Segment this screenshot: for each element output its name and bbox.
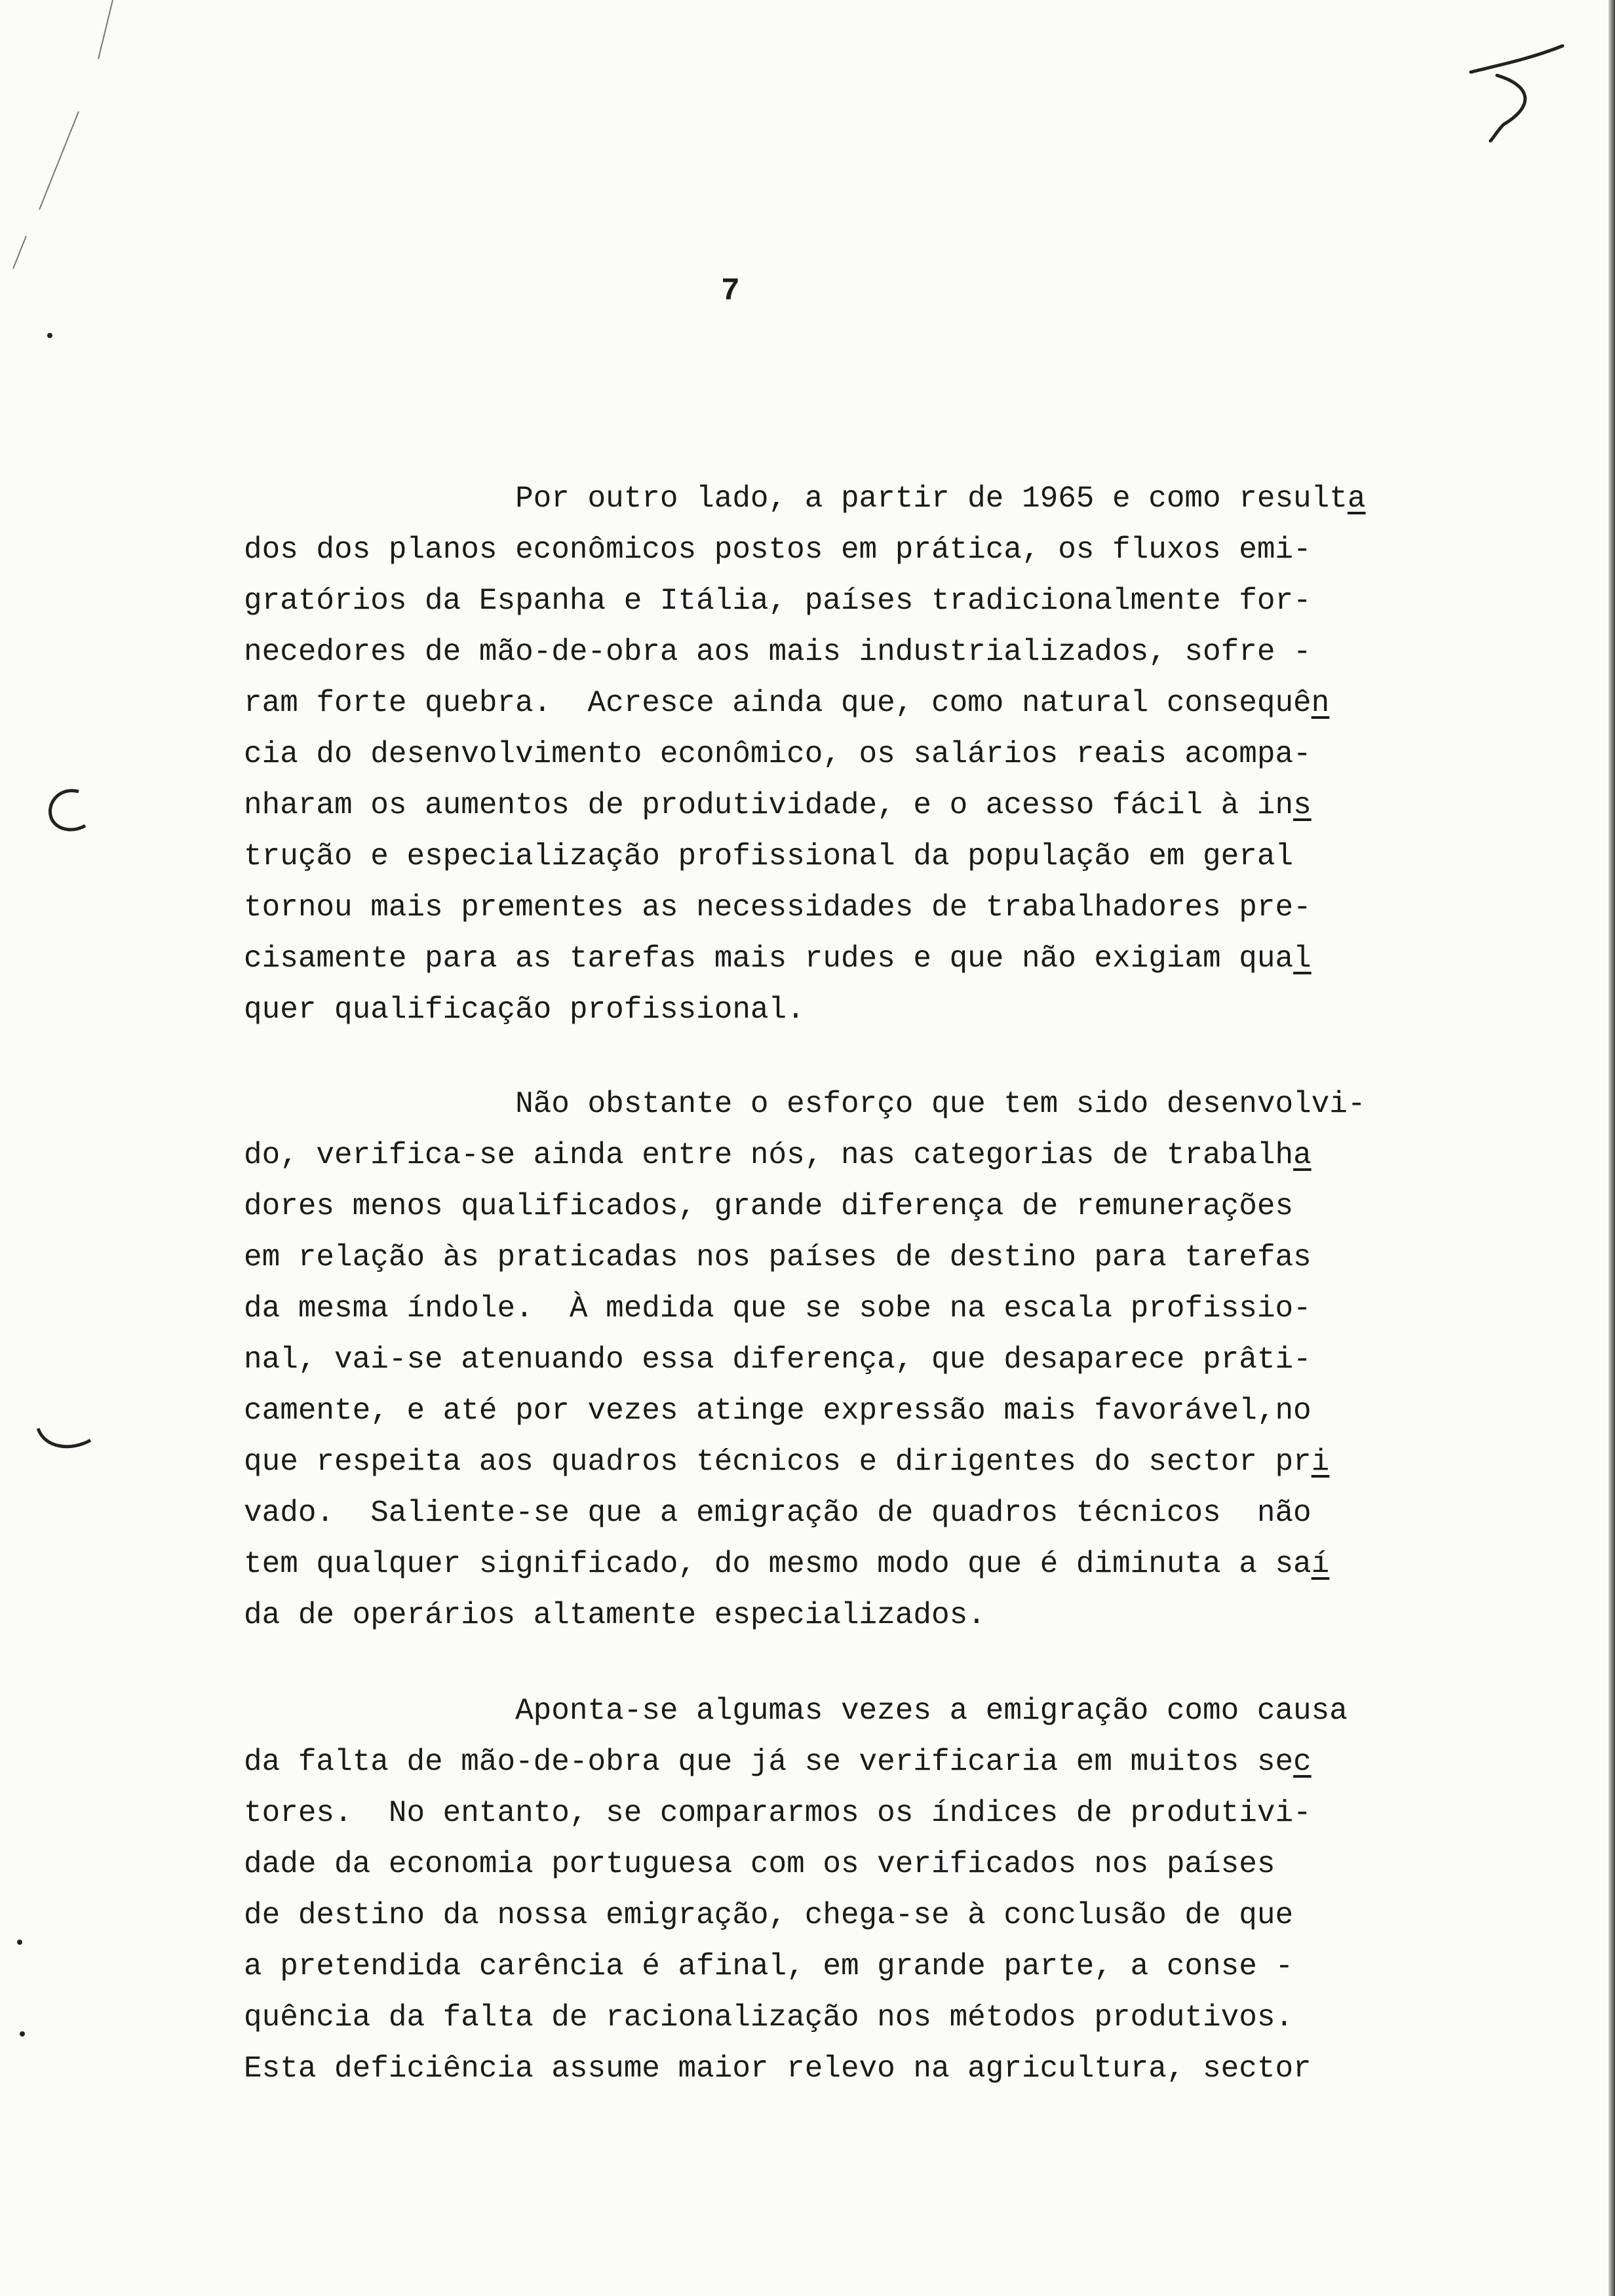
text-line: Esta deficiência assume maior relevo na agricultura, sector (244, 2052, 1312, 2086)
text-line: em relação às praticadas nos países de destino para tarefas (244, 1240, 1312, 1274)
text-line: a pretendida carência é afinal, em grande parte, a conse - (244, 1949, 1294, 1983)
text-line: vado. Saliente-se que a emigração de quadros técnicos não (244, 1496, 1312, 1530)
punch-hole-mark (38, 780, 97, 839)
text-line: do, verifica-se ainda entre nós, nas categorias de trabalha (244, 1138, 1312, 1172)
text-line: da de operários altamente especializados. (244, 1598, 986, 1632)
text-line: cisamente para as tarefas mais rudes e que não exigiam qual (244, 942, 1312, 976)
text-line: tornou mais prementes as necessidades de trabalhadores pre- (244, 890, 1312, 925)
scan-speck (20, 2031, 25, 2037)
scan-speck (17, 1940, 22, 1945)
text-line: dores menos qualificados, grande diferença de remunerações (244, 1189, 1294, 1223)
text-line: que respeita aos quadros técnicos e dirigentes do sector pri (244, 1445, 1330, 1479)
page-number: 7 (721, 274, 740, 309)
handwritten-initial-mark (1458, 26, 1576, 144)
text-line: da mesma índole. À medida que se sobe na escala profissio- (244, 1292, 1312, 1326)
text-line: Por outro lado, a partir de 1965 e como resulta (244, 482, 1366, 516)
paragraph (244, 473, 1424, 1035)
text-line: dade da economia portuguesa com os verificados nos países (244, 1847, 1275, 1881)
scan-speck (47, 333, 52, 338)
text-line: tores. No entanto, se compararmos os índices de produtivi- (244, 1796, 1312, 1830)
paragraph (244, 1685, 1424, 2094)
paragraph (244, 1079, 1424, 1641)
text-line: cia do desenvolvimento econômico, os salários reais acompa- (244, 737, 1312, 771)
text-line: nal, vai-se atenuando essa diferença, que desaparece prâti- (244, 1343, 1312, 1377)
text-line: camente, e até por vezes atinge expressão mais favorável,no (244, 1394, 1312, 1428)
text-line: da falta de mão-de-obra que já se verificaria em muitos sec (244, 1745, 1312, 1779)
text-line: ram forte quebra. Acresce ainda que, como natural consequên (244, 686, 1330, 720)
text-line: Aponta-se algumas vezes a emigração como causa (244, 1694, 1348, 1728)
text-line: de destino da nossa emigração, chega-se à conclusão de que (244, 1898, 1294, 1932)
text-line: nharam os aumentos de produtividade, e o acesso fácil à ins (244, 788, 1312, 822)
text-line: trução e especialização profissional da população em geral (244, 839, 1294, 873)
punch-hole-mark (31, 1415, 97, 1461)
text-line: Não obstante o esforço que tem sido desenvolvi- (244, 1087, 1366, 1121)
text-line: quência da falta de racionalização nos métodos produtivos. (244, 2000, 1294, 2035)
text-line: dos dos planos econômicos postos em prática, os fluxos emi- (244, 533, 1312, 567)
text-line: necedores de mão-de-obra aos mais industrializados, sofre - (244, 635, 1312, 669)
text-line: quer qualificação profissional. (244, 993, 805, 1027)
text-line: tem qualquer significado, do mesmo modo que é diminuta a saí (244, 1547, 1330, 1581)
pencil-stroke-mark (0, 0, 144, 275)
scan-right-edge (1608, 0, 1615, 2296)
text-line: gratórios da Espanha e Itália, países tradicionalmente for- (244, 584, 1312, 618)
